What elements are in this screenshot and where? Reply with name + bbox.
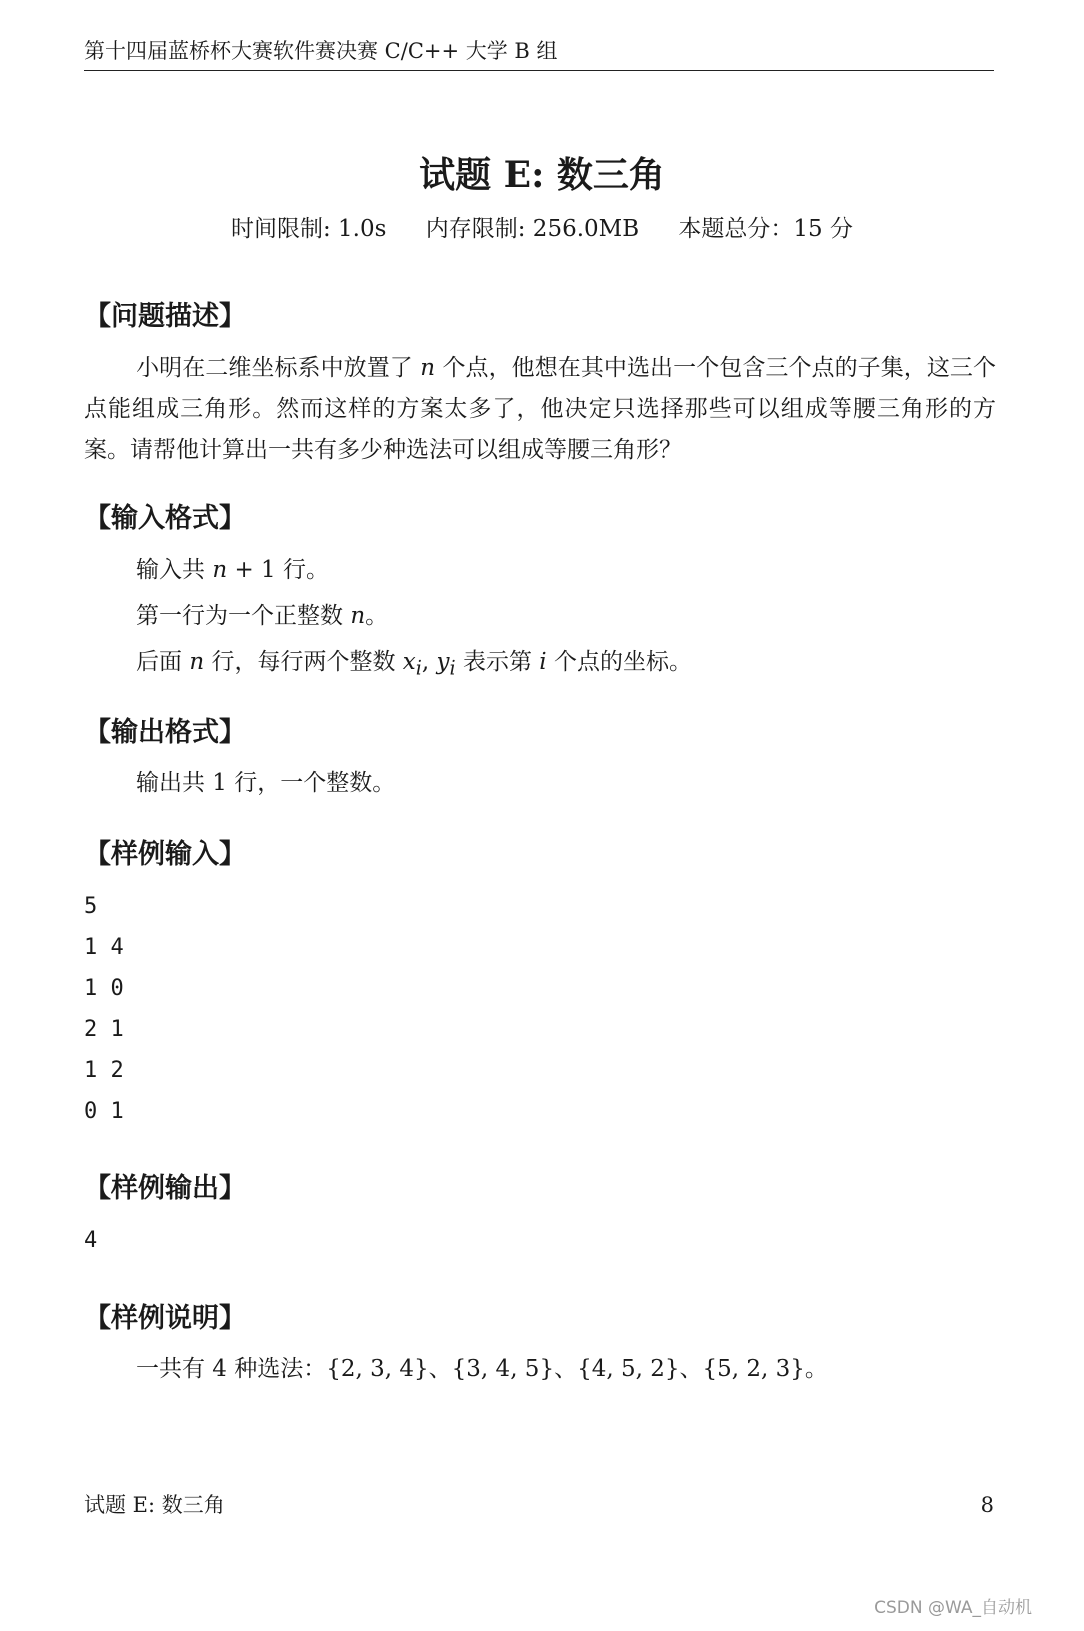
sample-explain-heading: 【样例说明】 — [84, 1303, 246, 1334]
watermark: CSDN @WA_自动机 — [874, 1598, 1032, 1618]
input-line3-mid: 行，每行两个整数 — [204, 649, 403, 675]
sample-output-line-1: 4 — [84, 1228, 98, 1253]
sample-input-line-2: 1 4 — [84, 935, 124, 960]
input-format-line-3 — [136, 645, 692, 686]
header-text: 第十四届蓝桥杯大赛软件赛决赛 C/C++ 大学 B 组 — [84, 39, 558, 63]
input-line1-op: + 1 — [227, 557, 276, 583]
input-line2-math: n — [350, 603, 366, 629]
description-math-n: n — [420, 355, 436, 381]
limits-line — [0, 212, 1084, 246]
sample-explain-line-1: 一共有 4 种选法：{2, 3, 4}、{3, 4, 5}、{4, 5, 2}、{5, 2, 3}。 — [136, 1356, 828, 1382]
input-line3-math-x: x — [402, 649, 416, 675]
description-paragraph — [84, 348, 996, 471]
input-line3-post: 个点的坐标。 — [546, 649, 692, 675]
description-heading: 【问题描述】 — [84, 301, 246, 332]
input-line1-math: n — [212, 557, 228, 583]
sample-input-line-1: 5 — [84, 894, 98, 919]
problem-title: 试题 E: 数三角 — [419, 154, 665, 196]
sample-input-line-4: 2 1 — [84, 1017, 124, 1042]
input-line1-post: 行。 — [275, 557, 329, 583]
memory-limit: 内存限制: 256.0MB — [425, 216, 640, 242]
input-line1-pre: 输入共 — [136, 557, 213, 583]
sample-input-line-5: 1 2 — [84, 1058, 124, 1083]
input-line3-mid2: 表示第 — [455, 649, 540, 675]
description-text-2: 个点，他想在其中选出一个包含三个点的子集，这三个点能组成三角形。然而这样的方案太多了，他决定只选择那些可以组成等腰三角形的方案。请帮他计算出一共有多少种选法可以组成等腰三角形？ — [84, 355, 996, 463]
input-format-line-2 — [136, 599, 388, 633]
sample-input-line-3: 1 0 — [84, 976, 124, 1001]
input-line3-pre: 后面 — [136, 649, 190, 675]
output-format-heading: 【输出格式】 — [84, 717, 246, 748]
input-line3-comma: , — [421, 649, 437, 675]
sample-input-line-6: 0 1 — [84, 1099, 124, 1124]
input-line2-post: 。 — [365, 603, 389, 629]
input-line3-sub-i-1: i — [415, 656, 422, 680]
input-line3-math-n: n — [189, 649, 205, 675]
footer-title: 试题 E: 数三角 — [84, 1493, 225, 1517]
output-format-line-1: 输出共 1 行，一个整数。 — [136, 770, 396, 796]
sample-input-heading: 【样例输入】 — [84, 839, 246, 870]
input-line3-math-i: i — [539, 649, 547, 675]
total-score: 本题总分：15 分 — [678, 216, 853, 242]
input-line2-pre: 第一行为一个正整数 — [136, 603, 351, 629]
description-text-1: 小明在二维坐标系中放置了 — [136, 355, 421, 381]
input-line3-math-y: y — [436, 649, 450, 675]
input-line3-sub-i-2: i — [449, 656, 456, 680]
sample-output-heading: 【样例输出】 — [84, 1173, 246, 1204]
page-header — [84, 36, 994, 71]
page-number: 8 — [980, 1493, 994, 1517]
input-format-heading: 【输入格式】 — [84, 503, 246, 534]
input-format-line-1 — [136, 553, 329, 587]
time-limit: 时间限制: 1.0s — [230, 216, 387, 242]
